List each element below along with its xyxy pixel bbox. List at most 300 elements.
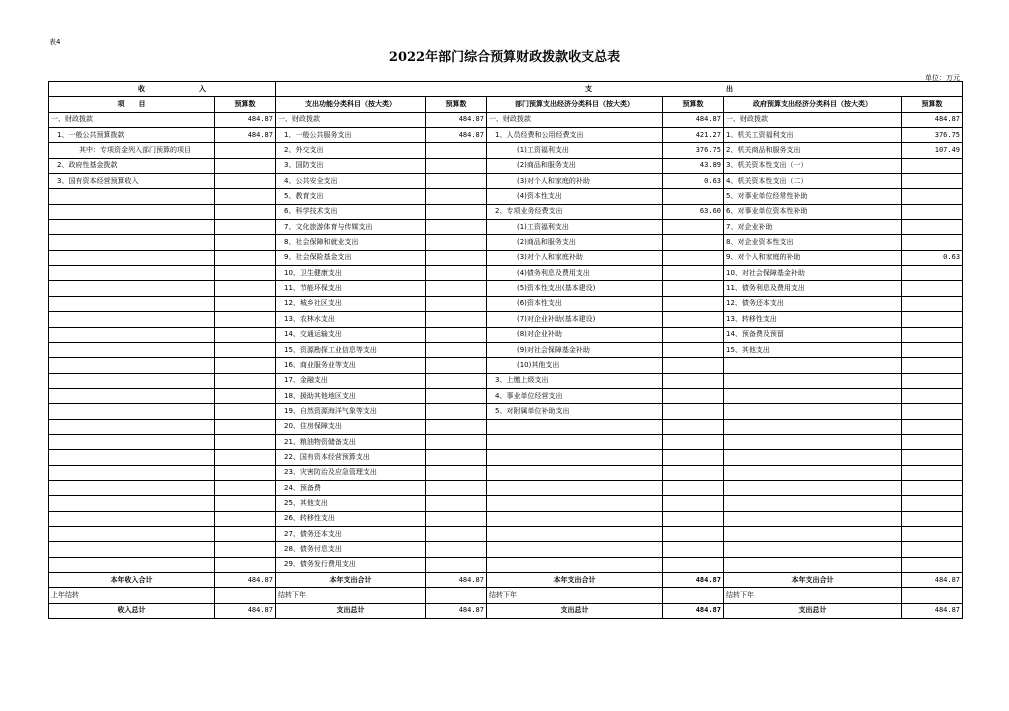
expense-group-char-1: 支	[585, 84, 592, 93]
gov-econ-value	[902, 419, 963, 434]
func-item: 28、债务付息支出	[276, 542, 426, 557]
income-item	[49, 526, 215, 541]
summary-row	[49, 588, 963, 603]
income-value	[215, 296, 276, 311]
income-item	[49, 281, 215, 296]
gov-econ-value	[902, 281, 963, 296]
income-value	[215, 434, 276, 449]
dept-econ-value: 421.27	[663, 128, 724, 143]
dept-econ-item: (3)对个人和家庭的补助	[487, 174, 663, 189]
income-item	[49, 373, 215, 388]
func-value	[426, 312, 487, 327]
gov-econ-item: 9、对个人和家庭的补助	[724, 250, 902, 265]
func-item: 14、交通运输支出	[276, 327, 426, 342]
dept-econ-item: (10)其他支出	[487, 358, 663, 373]
income-value	[215, 250, 276, 265]
gov-econ-item	[724, 434, 902, 449]
summary-dept-value	[663, 588, 724, 603]
income-item	[49, 296, 215, 311]
summary-gov-value	[902, 588, 963, 603]
income-item	[49, 327, 215, 342]
func-item: 26、转移性支出	[276, 511, 426, 526]
func-value	[426, 281, 487, 296]
income-value	[215, 158, 276, 173]
summary-func-value	[426, 588, 487, 603]
table-row	[49, 189, 963, 204]
func-item: 23、灾害防治及应急管理支出	[276, 465, 426, 480]
dept-econ-value	[663, 373, 724, 388]
dept-econ-item	[487, 542, 663, 557]
table-row	[49, 174, 963, 189]
dept-econ-item: 1、人员经费和公用经费支出	[487, 128, 663, 143]
income-item	[49, 419, 215, 434]
income-value	[215, 465, 276, 480]
income-value	[215, 189, 276, 204]
func-value	[426, 174, 487, 189]
dept-econ-value: 43.89	[663, 158, 724, 173]
table-row	[49, 250, 963, 265]
dept-econ-item: (2)商品和服务支出	[487, 158, 663, 173]
func-value	[426, 250, 487, 265]
income-value	[215, 450, 276, 465]
income-value	[215, 327, 276, 342]
gov-econ-value	[902, 465, 963, 480]
func-value	[426, 526, 487, 541]
func-item: 10、卫生健康支出	[276, 266, 426, 281]
func-item: 24、预备费	[276, 480, 426, 495]
gov-econ-item: 11、债务利息及费用支出	[724, 281, 902, 296]
gov-econ-value	[902, 480, 963, 495]
income-value	[215, 557, 276, 572]
income-item	[49, 204, 215, 219]
func-value	[426, 358, 487, 373]
table-row	[49, 404, 963, 419]
func-value	[426, 266, 487, 281]
gov-econ-value	[902, 174, 963, 189]
summary-gov-label: 结转下年	[724, 588, 902, 603]
gov-econ-value	[902, 496, 963, 511]
func-item: 9、社会保险基金支出	[276, 250, 426, 265]
table-row	[49, 143, 963, 158]
table-row	[49, 266, 963, 281]
dept-econ-item: (1)工资福利支出	[487, 220, 663, 235]
gov-econ-value	[902, 542, 963, 557]
dept-econ-item	[487, 496, 663, 511]
gov-econ-item	[724, 511, 902, 526]
dept-econ-item: (2)商品和服务支出	[487, 235, 663, 250]
dept-econ-value	[663, 281, 724, 296]
dept-econ-item: (7)对企业补助(基本建设)	[487, 312, 663, 327]
dept-econ-value	[663, 557, 724, 572]
table-row	[49, 128, 963, 143]
income-item	[49, 312, 215, 327]
func-value	[426, 434, 487, 449]
summary-income-label: 本年收入合计	[49, 573, 215, 588]
dept-econ-item	[487, 511, 663, 526]
income-value	[215, 143, 276, 158]
dept-econ-value	[663, 434, 724, 449]
dept-econ-item: 4、事业单位经营支出	[487, 388, 663, 403]
func-value: 484.87	[426, 112, 487, 127]
table-row	[49, 327, 963, 342]
gov-econ-item	[724, 557, 902, 572]
func-value	[426, 158, 487, 173]
income-item	[49, 480, 215, 495]
table-row	[49, 434, 963, 449]
func-value	[426, 496, 487, 511]
gov-econ-item	[724, 542, 902, 557]
dept-econ-value	[663, 480, 724, 495]
income-value	[215, 526, 276, 541]
gov-econ-item: 5、对事业单位经常性补助	[724, 189, 902, 204]
income-value	[215, 220, 276, 235]
func-item: 3、国防支出	[276, 158, 426, 173]
table-row	[49, 312, 963, 327]
dept-econ-value	[663, 327, 724, 342]
dept-econ-value: 0.63	[663, 174, 724, 189]
sheet-tag: 表4	[49, 38, 61, 46]
table-row	[49, 557, 963, 572]
dept-econ-item: 5、对附属单位补助支出	[487, 404, 663, 419]
gov-econ-item: 7、对企业补助	[724, 220, 902, 235]
func-value	[426, 204, 487, 219]
gov-econ-item: 8、对企业资本性支出	[724, 235, 902, 250]
table-row	[49, 373, 963, 388]
gov-econ-item: 10、对社会保障基金补助	[724, 266, 902, 281]
gov-econ-item	[724, 480, 902, 495]
header-gov-econ: 政府预算支出经济分类科目（按大类）	[724, 97, 902, 112]
income-value	[215, 542, 276, 557]
unit-label: 单位：万元	[925, 74, 960, 82]
dept-econ-value	[663, 388, 724, 403]
header-dept-econ: 部门预算支出经济分类科目（按大类）	[487, 97, 663, 112]
func-item: 7、文化旅游体育与传媒支出	[276, 220, 426, 235]
column-header-row	[49, 97, 963, 112]
summary-func-label: 本年支出合计	[276, 573, 426, 588]
func-item: 一、财政拨款	[276, 112, 426, 127]
func-value	[426, 143, 487, 158]
gov-econ-value	[902, 220, 963, 235]
summary-income-label: 上年结转	[49, 588, 215, 603]
gov-econ-item: 15、其他支出	[724, 342, 902, 357]
income-item	[49, 496, 215, 511]
income-item: 1、一般公共预算拨款	[49, 128, 215, 143]
dept-econ-value	[663, 342, 724, 357]
summary-gov-value: 484.87	[902, 573, 963, 588]
income-item	[49, 542, 215, 557]
gov-econ-value	[902, 189, 963, 204]
dept-econ-value	[663, 189, 724, 204]
income-item	[49, 434, 215, 449]
func-value	[426, 342, 487, 357]
table-row	[49, 342, 963, 357]
summary-func-label: 结转下年	[276, 588, 426, 603]
gov-econ-item: 12、债务还本支出	[724, 296, 902, 311]
dept-econ-value	[663, 465, 724, 480]
income-item	[49, 250, 215, 265]
dept-econ-item: (9)对社会保障基金补助	[487, 342, 663, 357]
func-item: 20、住房保障支出	[276, 419, 426, 434]
func-item: 29、债务发行费用支出	[276, 557, 426, 572]
table-row	[49, 204, 963, 219]
dept-econ-item	[487, 465, 663, 480]
gov-econ-value	[902, 342, 963, 357]
func-value: 484.87	[426, 128, 487, 143]
dept-econ-item: 一、财政拨款	[487, 112, 663, 127]
dept-econ-value	[663, 235, 724, 250]
dept-econ-item	[487, 557, 663, 572]
gov-econ-value	[902, 388, 963, 403]
summary-func-label: 支出总计	[276, 603, 426, 618]
header-budget-func: 预算数	[426, 97, 487, 112]
summary-row	[49, 603, 963, 618]
gov-econ-item: 6、对事业单位资本性补助	[724, 204, 902, 219]
income-value	[215, 373, 276, 388]
summary-income-value: 484.87	[215, 603, 276, 618]
dept-econ-value	[663, 266, 724, 281]
income-value	[215, 496, 276, 511]
income-value	[215, 404, 276, 419]
income-value	[215, 342, 276, 357]
income-item	[49, 511, 215, 526]
summary-dept-label: 本年支出合计	[487, 573, 663, 588]
income-item	[49, 465, 215, 480]
header-budget-gov: 预算数	[902, 97, 963, 112]
dept-econ-value	[663, 526, 724, 541]
gov-econ-value	[902, 557, 963, 572]
income-item	[49, 220, 215, 235]
budget-summary-table	[48, 81, 963, 619]
gov-econ-item	[724, 450, 902, 465]
gov-econ-value	[902, 158, 963, 173]
income-item	[49, 450, 215, 465]
income-value: 484.87	[215, 128, 276, 143]
gov-econ-value	[902, 434, 963, 449]
func-item: 21、粮油物资储备支出	[276, 434, 426, 449]
gov-econ-value	[902, 404, 963, 419]
gov-econ-value	[902, 312, 963, 327]
func-value	[426, 220, 487, 235]
gov-econ-item	[724, 404, 902, 419]
func-value	[426, 327, 487, 342]
table-row	[49, 235, 963, 250]
gov-econ-value	[902, 235, 963, 250]
table-row	[49, 112, 963, 127]
dept-econ-item	[487, 526, 663, 541]
func-value	[426, 189, 487, 204]
func-value	[426, 235, 487, 250]
summary-dept-value: 484.87	[663, 603, 724, 618]
gov-econ-value: 376.75	[902, 128, 963, 143]
dept-econ-item	[487, 480, 663, 495]
gov-econ-value: 107.49	[902, 143, 963, 158]
func-item: 6、科学技术支出	[276, 204, 426, 219]
func-value	[426, 450, 487, 465]
gov-econ-value	[902, 358, 963, 373]
func-item: 5、教育支出	[276, 189, 426, 204]
gov-econ-item: 2、机关商品和服务支出	[724, 143, 902, 158]
income-item: 3、国有资本经营预算收入	[49, 174, 215, 189]
gov-econ-item	[724, 496, 902, 511]
func-value	[426, 465, 487, 480]
func-item: 11、节能环保支出	[276, 281, 426, 296]
table-row	[49, 281, 963, 296]
func-value	[426, 404, 487, 419]
gov-econ-item	[724, 465, 902, 480]
dept-econ-item: (4)资本性支出	[487, 189, 663, 204]
table-row	[49, 465, 963, 480]
expense-group-header	[276, 82, 963, 97]
income-group-char-1: 收	[138, 84, 145, 93]
gov-econ-item: 1、机关工资福利支出	[724, 128, 902, 143]
func-item: 13、农林水支出	[276, 312, 426, 327]
func-item: 22、国有资本经营预算支出	[276, 450, 426, 465]
dept-econ-value	[663, 511, 724, 526]
header-func: 支出功能分类科目（按大类）	[276, 97, 426, 112]
income-value	[215, 281, 276, 296]
summary-income-value	[215, 588, 276, 603]
income-item	[49, 189, 215, 204]
income-group-header	[49, 82, 276, 97]
gov-econ-value	[902, 450, 963, 465]
income-value	[215, 235, 276, 250]
dept-econ-item	[487, 419, 663, 434]
dept-econ-value	[663, 496, 724, 511]
summary-dept-label: 结转下年	[487, 588, 663, 603]
summary-row	[49, 573, 963, 588]
summary-func-value: 484.87	[426, 603, 487, 618]
dept-econ-value: 484.87	[663, 112, 724, 127]
income-item: 2、政府性基金拨款	[49, 158, 215, 173]
income-value	[215, 480, 276, 495]
dept-econ-value: 63.60	[663, 204, 724, 219]
table-row	[49, 511, 963, 526]
func-item: 2、外交支出	[276, 143, 426, 158]
income-value	[215, 204, 276, 219]
header-item: 项 目	[49, 97, 215, 112]
table-row	[49, 480, 963, 495]
gov-econ-item: 13、转移性支出	[724, 312, 902, 327]
func-value	[426, 373, 487, 388]
func-item: 25、其他支出	[276, 496, 426, 511]
dept-econ-value	[663, 358, 724, 373]
income-value	[215, 174, 276, 189]
header-budget-dept: 预算数	[663, 97, 724, 112]
dept-econ-value	[663, 404, 724, 419]
income-item	[49, 404, 215, 419]
table-row	[49, 542, 963, 557]
income-value	[215, 358, 276, 373]
income-item	[49, 557, 215, 572]
expense-group-char-2: 出	[726, 84, 734, 93]
income-item	[49, 266, 215, 281]
func-item: 19、自然资源海洋气象等支出	[276, 404, 426, 419]
income-value	[215, 511, 276, 526]
income-value: 484.87	[215, 112, 276, 127]
summary-dept-label: 支出总计	[487, 603, 663, 618]
dept-econ-value: 376.75	[663, 143, 724, 158]
table-row	[49, 450, 963, 465]
income-item	[49, 235, 215, 250]
summary-func-value: 484.87	[426, 573, 487, 588]
gov-econ-value	[902, 327, 963, 342]
income-value	[215, 388, 276, 403]
gov-econ-value	[902, 526, 963, 541]
summary-gov-value: 484.87	[902, 603, 963, 618]
table-row	[49, 220, 963, 235]
group-header-row	[49, 82, 963, 97]
dept-econ-item: 3、上缴上级支出	[487, 373, 663, 388]
dept-econ-item: (8)对企业补助	[487, 327, 663, 342]
dept-econ-value	[663, 296, 724, 311]
dept-econ-item: (5)资本性支出(基本建设)	[487, 281, 663, 296]
income-item	[49, 388, 215, 403]
income-item: 其中：专项资金列入部门预算的项目	[49, 143, 215, 158]
func-value	[426, 557, 487, 572]
gov-econ-value: 484.87	[902, 112, 963, 127]
gov-econ-item: 14、预备费及预留	[724, 327, 902, 342]
page-title: 2022年部门综合预算财政拨款收支总表	[388, 50, 621, 65]
func-value	[426, 511, 487, 526]
dept-econ-item	[487, 450, 663, 465]
gov-econ-item	[724, 526, 902, 541]
func-item: 16、商业服务业等支出	[276, 358, 426, 373]
gov-econ-item	[724, 419, 902, 434]
func-value	[426, 388, 487, 403]
gov-econ-value	[902, 266, 963, 281]
dept-econ-value	[663, 312, 724, 327]
func-item: 17、金融支出	[276, 373, 426, 388]
dept-econ-value	[663, 542, 724, 557]
income-value	[215, 312, 276, 327]
dept-econ-item: (6)资本性支出	[487, 296, 663, 311]
gov-econ-item: 3、机关资本性支出（一）	[724, 158, 902, 173]
func-item: 8、社会保障和就业支出	[276, 235, 426, 250]
func-value	[426, 542, 487, 557]
func-item: 18、援助其他地区支出	[276, 388, 426, 403]
func-item: 4、公共安全支出	[276, 174, 426, 189]
summary-income-value: 484.87	[215, 573, 276, 588]
table-row	[49, 419, 963, 434]
dept-econ-item: (1)工资福利支出	[487, 143, 663, 158]
func-value	[426, 419, 487, 434]
gov-econ-item	[724, 388, 902, 403]
table-row	[49, 496, 963, 511]
gov-econ-value	[902, 296, 963, 311]
dept-econ-value	[663, 250, 724, 265]
dept-econ-item: (3)对个人和家庭补助	[487, 250, 663, 265]
table-row	[49, 296, 963, 311]
dept-econ-item	[487, 434, 663, 449]
dept-econ-value	[663, 419, 724, 434]
income-group-char-2: 入	[199, 84, 206, 93]
func-item: 12、城乡社区支出	[276, 296, 426, 311]
table-row	[49, 526, 963, 541]
income-item	[49, 358, 215, 373]
func-item: 15、资源勘探工业信息等支出	[276, 342, 426, 357]
gov-econ-item	[724, 373, 902, 388]
func-value	[426, 296, 487, 311]
dept-econ-value	[663, 220, 724, 235]
summary-dept-value: 484.87	[663, 573, 724, 588]
summary-gov-label: 本年支出合计	[724, 573, 902, 588]
income-value	[215, 419, 276, 434]
gov-econ-value: 0.63	[902, 250, 963, 265]
gov-econ-value	[902, 373, 963, 388]
summary-income-label: 收入总计	[49, 603, 215, 618]
income-value	[215, 266, 276, 281]
gov-econ-value	[902, 204, 963, 219]
